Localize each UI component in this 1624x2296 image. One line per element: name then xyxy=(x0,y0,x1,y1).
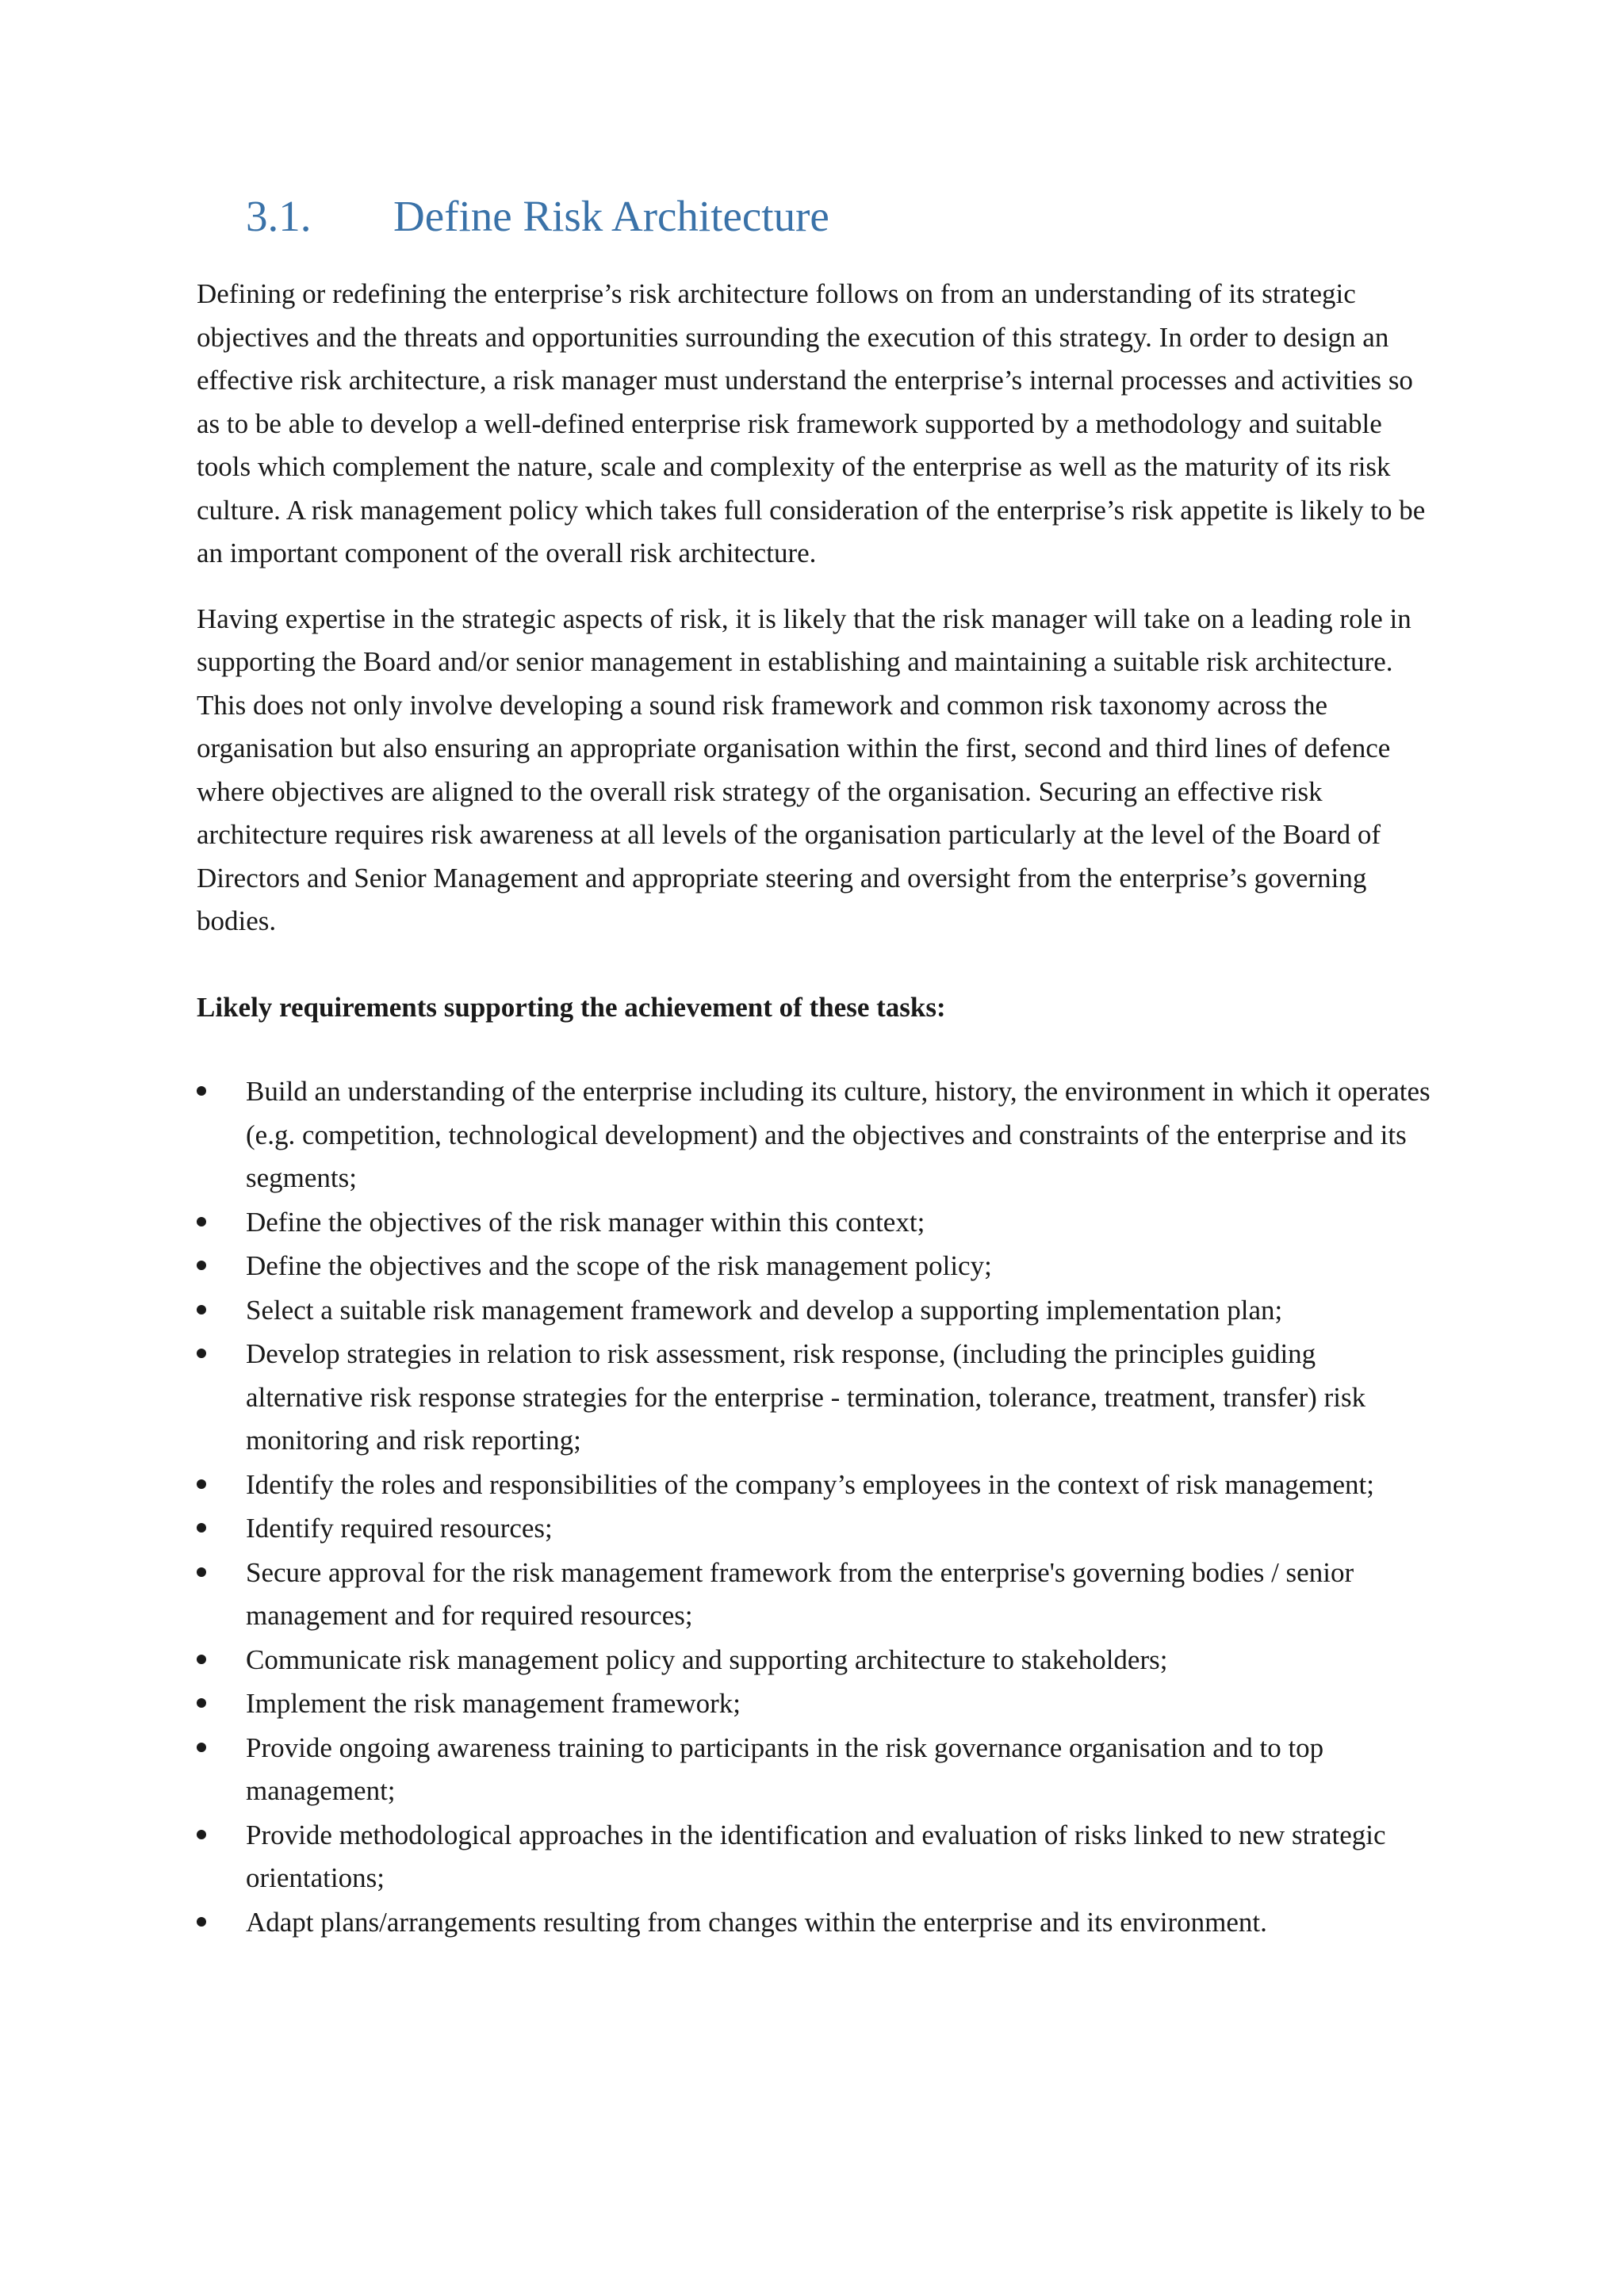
list-item-text: Develop strategies in relation to risk assessment, risk response, (including the principles guiding alternative risk response strategies for the enterprise - termination, tolerance, treatment, transfer) risk monitoring and risk reporting; xyxy=(246,1338,1366,1456)
bullet-icon xyxy=(197,1479,206,1489)
body-paragraph-2: Having expertise in the strategic aspects of risk, it is likely that the risk manager will take on a leading role in supporting the Board and/or senior management in establishing and maintaining a suitable risk architecture. This does not only involve developing a sound risk framework and common risk taxonomy across the organisation but also ensuring an appropriate organisation within the first, second and third lines of defence where objectives are aligned to the overall risk strategy of the organisation. Securing an effective risk architecture requires risk awareness at all levels of the organisation particularly at the level of the Board of Directors and Senior Management and appropriate steering and oversight from the enterprise’s governing bodies. xyxy=(197,603,1411,936)
requirements-list xyxy=(197,1070,1434,1944)
bullet-icon xyxy=(197,1523,206,1533)
list-item xyxy=(197,1245,1434,1288)
bullet-icon xyxy=(197,1086,206,1096)
bullet-icon xyxy=(197,1743,206,1752)
list-item xyxy=(197,1333,1434,1463)
list-item xyxy=(197,1814,1434,1900)
document-page xyxy=(197,190,1434,1945)
list-item-text: Build an understanding of the enterprise including its culture, history, the environment in which it operates (e.g. competition, technological development) and the objectives and constraints of the enterprise and its segments; xyxy=(246,1076,1431,1193)
bullet-icon xyxy=(197,1567,206,1577)
list-item-text: Identify required resources; xyxy=(246,1513,553,1544)
section-title: Define Risk Architecture xyxy=(393,192,829,240)
list-item-text: Define the objectives and the scope of the risk management policy; xyxy=(246,1250,992,1281)
body-paragraph-1: Defining or redefining the enterprise’s risk architecture follows on from an understanding of its strategic objectives and the threats and opportunities surrounding the execution of this strategy. In order to design an effective risk architecture, a risk manager must understand the enterprise’s internal processes and activities so as to be able to develop a well-defined enterprise risk framework supported by a methodology and suitable tools which complement the nature, scale and complexity of the enterprise as well as the maturity of its risk culture. A risk management policy which takes full consideration of the enterprise’s risk appetite is likely to be an important component of the overall risk architecture. xyxy=(197,278,1426,568)
bullet-icon xyxy=(197,1217,206,1226)
bullet-icon xyxy=(197,1261,206,1270)
list-item xyxy=(197,1727,1434,1813)
list-item xyxy=(197,1639,1434,1682)
list-item xyxy=(197,1289,1434,1333)
list-item-text: Select a suitable risk management framework and develop a supporting implementation plan; xyxy=(246,1294,1283,1326)
list-item xyxy=(197,1070,1434,1200)
list-item-text: Provide ongoing awareness training to participants in the risk governance organisation and to top management; xyxy=(246,1732,1324,1806)
list-item-text: Secure approval for the risk management framework from the enterprise's governing bodies / senior management and for required resources; xyxy=(246,1556,1354,1631)
bullet-icon xyxy=(197,1917,206,1927)
list-item-text: Communicate risk management policy and supporting architecture to stakeholders; xyxy=(246,1644,1168,1675)
list-item-text: Identify the roles and responsibilities of the company’s employees in the context of risk management; xyxy=(246,1468,1374,1500)
list-item xyxy=(197,1507,1434,1551)
bullet-icon xyxy=(197,1655,206,1664)
bullet-icon xyxy=(197,1349,206,1358)
section-number: 3.1. xyxy=(246,192,312,240)
section-heading xyxy=(246,190,1434,243)
list-item xyxy=(197,1901,1434,1945)
bullet-icon xyxy=(197,1830,206,1839)
list-item xyxy=(197,1682,1434,1726)
list-item-text: Adapt plans/arrangements resulting from changes within the enterprise and its environment. xyxy=(246,1906,1267,1938)
requirements-title: Likely requirements supporting the achievement of these tasks: xyxy=(197,991,946,1023)
list-item xyxy=(197,1201,1434,1245)
bullet-icon xyxy=(197,1305,206,1314)
list-item xyxy=(197,1464,1434,1507)
bullet-icon xyxy=(197,1698,206,1708)
list-item-text: Define the objectives of the risk manager within this context; xyxy=(246,1206,925,1238)
list-item xyxy=(197,1552,1434,1638)
list-item-text: Provide methodological approaches in the identification and evaluation of risks linked to new strategic orientations; xyxy=(246,1819,1386,1893)
list-item-text: Implement the risk management framework; xyxy=(246,1688,741,1719)
